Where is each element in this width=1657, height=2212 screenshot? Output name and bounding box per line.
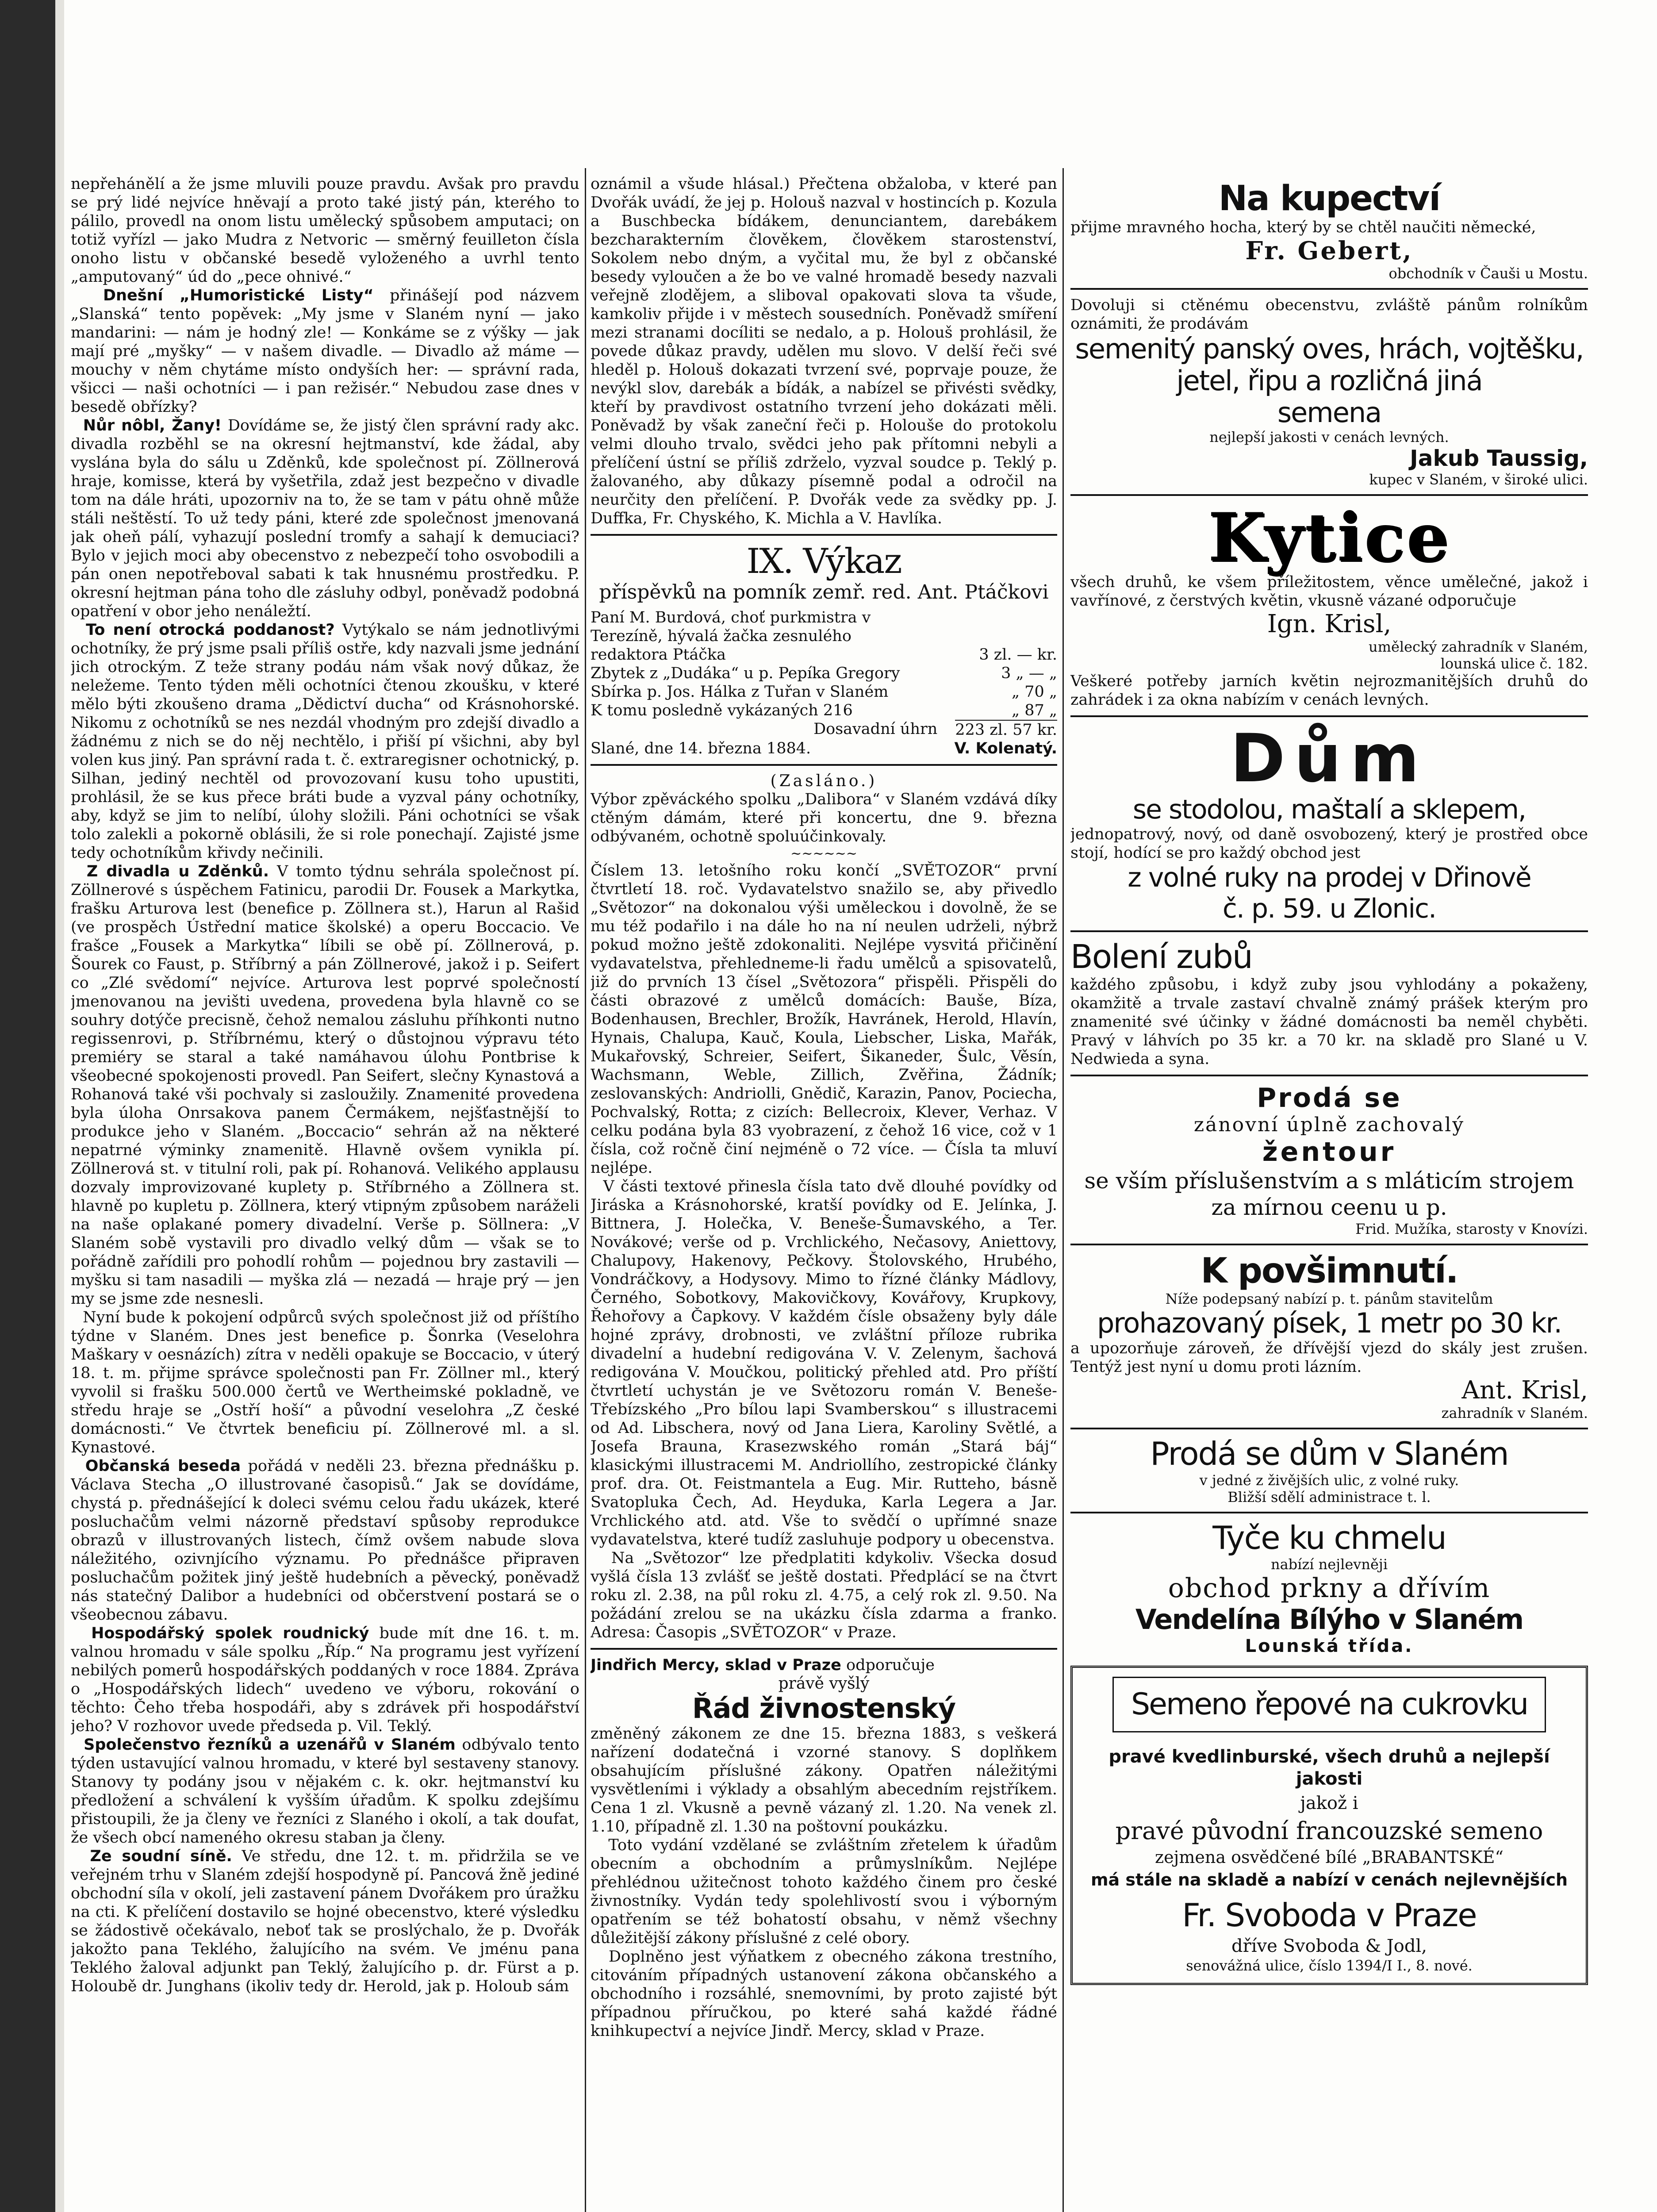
ad-teeth-text: každého způsobu, i když zuby jsou vyhlodány a pokaženy, okamžitě a trvale zastaví chvalně známý prášek kterým pro znamenité své účinky v žádné domácnosti ba neměl chyběti. Pravý v láhvích po 35 kr. a 70 kr. na skladě pro Slané u V. Nedwieda a syna. [1070, 976, 1588, 1068]
ad-dum-subtitle: se stodolou, maštalí a sklepem, [1132, 794, 1526, 825]
divider [591, 764, 1057, 766]
ad-svoboda-name: Fr. Svoboda v Praze [1182, 1897, 1477, 1934]
article-paragraph: Nyní bude k pokojení odpůrců svých společnost již od příštího týdne v Slaném. Dnes jest benefice p. Šonrka (Veselohra Maškary v oesnázích) zítra v neděli opakuje se Boccacio, v úterý 18. t. m. přijme správce společnosti pan Fr. Zöllner ml., který vyvolil si frašku 500.000 čertů ve Wertheimské pokladně, ve středu hraje se „Ostří hoší“ a původní veselohra „Z české domácnosti.“ Ve čtvrtek beneficiu pí. Zöllnerové ml. a sl. Kynastové. [71, 1309, 579, 1456]
ad-zentour-seller: Frid. Mužíka, starosty v Knovízi. [1355, 1221, 1588, 1237]
donation-title: IX. Výkaz [746, 541, 901, 581]
article-paragraph: Nůr nôbl, Žany! Dovídáme se, že jistý člen správní rady akc. divadla rozběhl se na okresní hejtmanství, kde žádal, aby vyslána byla do sálu u Zděnků, kde společnost pí. Zöllnerová hraje, komisse, která by vyšetřila, zdaž jest bezpečno v divadle tom na dále hráti, upozorniv na to, že se tam v pátu ohně může stáli neštěstí. To už tedy páni, které zde společnost jmenovaná jak oheň pálí, vyhazují poslední tromfy a sahají k demuciaci? Bylo v jejich moci aby obecenstvo z nebezpečí toho osvobodili a pán onen nepotřeboval sabati k tak hnusnému prostředku. P. okresní hejtman pána toho dle zásluhy odbyl, poněvadž podobná opatření v obor jeho nenáležtí. [71, 417, 579, 620]
ad-krisl-address-1: umělecký zahradník v Slaném, [1369, 638, 1588, 655]
article-paragraph: Společenstvo řezníků a uzenářů v Slaném odbývalo tento týden ustavující valnou hromadu, v které byl sestaveny stanovy. Stanovy ty podány jsou v nějakém c. k. okr. hejtmanství ku předložení a schválení k vyšším úřadům. K spolku zdejšímu přistoupili, že ja členy ve řezníci z Slaného i okolí, a tak doufat, že všech obcí nameného okresu staban ja členy. [71, 1736, 579, 1847]
mercy-ad-header: Jindřich Mercy, sklad v Praze odporučuje [591, 1656, 935, 1674]
ad-dum-title: Dům [1230, 720, 1428, 797]
ad-semeno-box [1070, 1666, 1588, 1985]
donation-amount: „ 70 „ [1011, 683, 1057, 701]
ad-taussig-semena: semena [1277, 396, 1381, 429]
article-paragraph: Dnešní „Humoristické Listy“ přinášejí pod názvem „Slanská“ tento popěvek: „My jsme v Slaném nyní — jako mandarini: — nám je hodný zle! — Konkáme se z výšky — jak mají pré „myšky“ — v našem divadle. — Divadlo až máme — mouchy v něm chytáme místo ondyších her: — správní rada, všicci — naši ochotníci — i pan režisér.“ Nebudou zase dnes v besedě obřízky? [71, 287, 579, 416]
ad-taussig-goods: semenitý panský oves, hrách, vojtěšku, jetel, řipu a rozličná jiná [1075, 333, 1584, 397]
ad-chmel-address: Lounská třída. [1245, 1636, 1414, 1656]
dalibor-notice: Výbor zpěváckého spolku „Dalibora“ v Slaném vzdává díky ctěným dámám, které při koncertu, dne 9. března odbývaném, ochotně spoluúčinkovaly. [591, 791, 1057, 845]
ad-chmel-sub: nabízí nejlevněji [1270, 1556, 1388, 1573]
donation-amount: 3 „ — „ [1001, 664, 1057, 682]
ad-chmel-title: Tyče ku chmelu [1212, 1519, 1446, 1556]
ad-svoboda-sub: dříve Svoboda & Jodl, [1231, 1936, 1427, 1956]
ornament: ~~~~~~ [790, 846, 857, 861]
ad-semeno-4: zejmena osvědčené bílé „BRABANTSKÉ“ [1155, 1847, 1504, 1867]
column-middle [591, 175, 1057, 2212]
mercy-ad-text-2: Toto vydání vzdělané se zvláštním zřetelem k úřadům obecním a obchodním a průmyslníkům. Nejlépe přehlédnou užitečnost tohoto každého činem pro české živnostníky. Vydán tedy spolehlivostí svou i výborným opatřením se též bohatostí obsahu, v němž všechny důležitější zákony příslušné z celé obory. [591, 1836, 1057, 1947]
ad-kytice-text: všech druhů, ke všem příležitostem, věnce umělečné, jakož i vavřínové, z čerstvých květin, vkusně vázané odporučuje [1070, 573, 1588, 610]
donation-label: Sbírka p. Jos. Hálka z Tuřan v Slaném [591, 683, 889, 701]
ad-zentour-subtitle: zánovní úplně zachovalý [1193, 1114, 1465, 1136]
ad-teeth-title: Bolení zubů [1070, 938, 1252, 976]
ad-teeth [1070, 938, 1588, 975]
article-paragraph: Z divadla u Zděnků. V tomto týdnu sehrála společnost pí. Zöllnerové s úspěchem Fatinicu, parodii Dr. Fousek a Markytka, frašku Arturova lest (benefice p. Zöllnera st.), Harun al Rašid (ve prospěch Ústřední matice školské) a operu Boccacio. Ve frašce „Fousek a Markytka“ líbili se obě pí. Zöllnerová, p. Šourek co Faust, p. Stříbrný a pán Zöllnerové, jakož i p. Seifert co „Zlé svědomí“ nejvíce. Arturova lest poprvé společností jmenovanou na jevišti uvedena, provedena byla hlavně co se souhry dotýče precisně, čehož nemalou zásluhu příhkonti nutno regissenrovi, p. Stříbrnému, který o důstojnou výpravu této premiéry se staral a také namáhavou úlohu Pontbrise k všeobecné spokojenosti provedl. Pan Seifert, slečny Kynastová a Rohanová také vši pochvaly si zasloužily. Znamenité provedena byla úloha Onrsakova panem Čermákem, nejšťastnější to produkce jeho v Slaném. „Boccacio“ sehrán až na některé nepatrné výminky znamenitě. Hlavně ovšem vynikla pí. Zöllnerová st. v titulní roli, pak pí. Rohanová. Velikého applausu dozvaly improvizované kuplety p. Stříbrného a Zöllnera st. hlavně po kupletu p. Zöllnera, který vtipným způsobem naráželi na naše oplakané pomery divadelní. Verše p. Söllnera: „V Slaném sobě vystavili pro divadlo velký dům — však se to pořádně zařídili pro pohodlí rohům — pojednou bry zastavili — myšku si tam nasadili — myška zlá — nezadá — hraje prý — jen my se jsme zde nesnesli. [71, 863, 579, 1308]
article-paragraph: To není otrocká poddanost? Vytýkalo se nám jednotlivými ochotníky, že prý jsme psali příliš ostře, kdy nazvali jsme jednání jich otrockým. Z teže strany podáu nám však nový důkaz, že neležeme. Tento týden měli ochotníci čtenou zkoušku, v které mělo býti zkoušeno drama „Dědictví ducha“ od Krásnohorské. Nikomu z ochotníků se nes nezdál vhodným pro zdejší divadlo a žádnému z nich se do něj nechtělo, i přiší pí všichni, aby byl volen kus jiný. Pan správní rada t. č. extraregisner ochotnický, p. Silhan, jediný nechtěl od provozovaní kusu toho upustiti, prohlásil, že se kus přece bráti bude a vyzval pány ochotníky, aby, když se jim to nelíbí, úlohy složili. Páni ochotníci se však tolo zalekli a pokorně oblásili, že si role ponechají. Zajisté jsme tedy ochotníkům křivdy nečinili. [71, 621, 579, 862]
ad-povsim-offer: prohazovaný písek, 1 metr po 30 kr. [1097, 1307, 1562, 1339]
column-right-ads [1070, 175, 1588, 2212]
ad-chmel-text: obchod prkny a dřívím [1168, 1573, 1491, 1604]
ad-gebert-name: Fr. Gebert, [1245, 236, 1413, 265]
ad-krisl-text: Veškeré potřeby jarních květin nejrozmanitějších druhů do zahrádek i za okna nabízím v cenách levných. [1070, 672, 1588, 709]
divider [591, 1648, 1057, 1650]
ad-kytice-title: Kytice [1208, 499, 1450, 576]
ad-chmel-name: Vendelína Bílýho v Slaném [1135, 1603, 1523, 1636]
ad-dum-address: č. p. 59. u Zlonic. [1222, 893, 1436, 924]
column-left [71, 175, 579, 2212]
ad-gebert-address: obchodník v Čauši u Mostu. [1389, 265, 1588, 282]
ad-semeno-1: pravé kvedlinburské, všech druhů a nejlepší jakosti [1109, 1747, 1550, 1789]
mercy-ad-text: změněný zákonem ze dne 15. března 1883, s veškerá nařízení dodatečná i vzorné stanovy. S doplňkem obsahujícím příslušné zákony. Opatřen náležitými vysvětleními i výklady a obsahlým abecedním rejstříkem. Cena 1 zl. Vkusně a pevně vázaný zl. 1.20. Na venek zl. 1.10, případně zl. 1.30 na poštovní poukázku. [591, 1725, 1057, 1836]
ad-krisl-address-2: lounská ulice č. 182. [1440, 655, 1588, 672]
donation-amount: „ 87 „ [1011, 702, 1057, 719]
divider [1070, 1075, 1588, 1076]
ad-semeno-3: pravé původní francouzské semeno [1115, 1817, 1543, 1845]
donation-place-date: Slané, dne 14. března 1884. [591, 740, 811, 757]
scan-margin-light [55, 0, 64, 2212]
ad-dum2-text: v jedné z živějších ulic, z volné ruky. [1199, 1472, 1459, 1489]
divider [1070, 288, 1588, 290]
mercy-ad-subhead: právě vyšlý [778, 1674, 870, 1693]
mercy-ad-text-3: Doplněno jest výňatkem z obecného zákona trestního, citováním případných ustanovení zákona občanského a obchodního i rozsáhlé, snemovními, by proto zajisté být případnou příručkou, po které sahá každé řádné knihkupectví a nejvíce Jindř. Mercy, sklad v Praze. [591, 1948, 1057, 2040]
donation-total: 223 zl. 57 kr. [955, 720, 1057, 739]
ad-dum2-text-2: Bližší sdělí administrace t. l. [1227, 1489, 1431, 1505]
ad-povsim-text: Níže podepsaný nabízí p. t. pánům stavitelům [1165, 1290, 1493, 1307]
divider [1070, 1512, 1588, 1513]
article-paragraph: Hospodářský spolek roudnický bude mít dne 16. t. m. valnou hromadu v sále spolku „Říp.“ Na programu jest vyřízení nebilých pomerů hospodářských poddaných v roce 1884. Zpráva o „Hospodářských lidech“ uvedeno ve výboru, rokování o těchto: Čeho třeba hospodáři, aby s zdrávek při hospodářství jeho? V rozhovor uvede předseda p. Vil. Teklý. [71, 1624, 579, 1735]
article-paragraph: Ze soudní síně. Ve středu, dne 12. t. m. přidržila se ve veřejném trhu v Slaném zdejší hospodyně pí. Pancová žně jediné obchodní síla v okolí, jeli zastavení pánem Dvořákem pro úražku na cti. K přelíčení dostavilo se hojné obecenstvo, které výsledku se žádostivě očekávalo, neboť tak se proslýchalo, že p. Dvořák jakožto pana Teklého, žalujícího na svém. Ve jménu pana Teklého žaloval adjunkt pan Teklý, žalujícího p. dr. Fürst a p. Holoubě dr. Junghans (ikoliv tedy dr. Herold, jak p. Holoub sám [71, 1847, 579, 1995]
mercy-ad-title: Řád živnostenský [692, 1692, 956, 1724]
donation-label: K tomu posledně vykázaných 216 [591, 702, 853, 719]
ad-semeno-title: Semeno řepové na cukrovku [1112, 1677, 1546, 1732]
divider [1070, 715, 1588, 717]
ad-semeno-2: jakož i [1300, 1793, 1358, 1813]
ad-dum-sale: z volné ruky na prodej v Dřinově [1128, 862, 1531, 893]
ad-antkrisl-sub: zahradník v Slaném. [1441, 1405, 1588, 1421]
ad-zentour-title: Prodá se [1257, 1083, 1402, 1114]
ad-dum2-title: Prodá se dům v Slaném [1150, 1435, 1508, 1472]
ad-krisl-name: Ign. Krisl, [1267, 610, 1392, 638]
ad-zentour-text: se vším příslušenstvím a s mláticím strojem za mírnou ceenu u p. [1084, 1168, 1574, 1220]
ad-povsim-text-2: a upozorňuje zároveň, že dřívější vjezd do skály jest zrušen. Tentýž jest nyní u domu proti lázním. [1070, 1340, 1588, 1376]
divider [1070, 1428, 1588, 1429]
ad-taussig-address: kupec v Slaném, v široké ulici. [1369, 471, 1588, 488]
donation-subtitle: příspěvků na pomník zemř. red. Ant. Ptáčkovi [599, 581, 1049, 603]
ad-povsim-title: K povšimnutí. [1201, 1251, 1458, 1291]
donation-amount: 3 zl. — kr. [979, 646, 1057, 664]
ad-taussig-quality: nejlepší jakosti v cenách levných. [1209, 429, 1449, 445]
divider [1070, 930, 1588, 932]
ad-kupectvi-title: Na kupectví [1218, 179, 1440, 219]
zaslano-label: (Zasláno.) [770, 772, 878, 790]
column-rule [585, 168, 586, 2212]
donation-signer: V. Kolenatý. [954, 740, 1057, 757]
article-paragraph: Občanská beseda pořádá v neděli 23. března přednášku p. Václava Stecha „O illustrované časopisů.“ Jak se dovídáme, chystá p. přednášející k doleci svému celou řadu ukázek, které posluchačům velmi názorně představí spůsoby reprodukce obrazů v illustrovaných listech, čímž ovšem nabude slova náležitého, ozivnjícího významu. Po přednášce připraven posluchačům požitek jiný ještě hudebních a pěvecký, poněvadž nás statečný Dalibor a hudebníci od občerstvení postará se o všeobecnou zábavu. [71, 1457, 579, 1624]
svetozor-notice-2: V části textové přinesla čísla tato dvě dlouhé povídky od Jiráska a Krásnohorské, kratší povídky od E. Jelínka, J. Bittnera, J. Holečka, V. Beneše-Šumavského, a Ter. Novákové; verše od p. Vrchlického, Nečasovy, Aniettovy, Chalupovy, Hakenovy, Pečkovy. Štolovského, Hrubého, Vondráčkovy, a Hodysovy. Mimo to řízné články Mádlovy, Černého, Sobotkovy, Makovičkovy, Kovářovy, Krupkovy, Řehořovy a Čapkovy. V každém čísle obsaženy byly dále hojné zprávy, drobnosti, ve zvláštní příloze rubrika divadelní a hudební redigována V. V. Zelenym, šachová redigována V. Moučkou, politický přehled atd. Pro příští čtvrtletí uchystán je ve Světozoru román V. Beneše-Třebízského „Pro bílou lapi Svamberskou“ s illustracemi od Ad. Libschera, nový od Jana Liera, Karoliny Světlé, a Josefa Brauna, Krasezwského román „Stará báj“ klasickými illustracemi M. Andriollího, zestropické články prof. dra. Ot. Feistmantela a Eug. Mir. Rutteho, básně Svatopluka Čech, Ad. Heyduka, Karla Legera a Jar. Vrchlického atd. atd. Vše to svědčí o upřímné snaze vydavatelstva, které tudíž zasluhuje podpory u obecenstva. [591, 1178, 1057, 1548]
column-rule [1062, 168, 1064, 2212]
ad-kupectvi-text: přijme mravného hocha, který by se chtěl naučiti německé, [1070, 219, 1536, 236]
ad-dum-text: jednopatrový, nový, od daně osvobozený, který je prostřed obce stojí, hodící se pro každý obchod jest [1070, 826, 1588, 862]
divider [1070, 1244, 1588, 1245]
article-paragraph: nepřehánělí a že jsme mluvili pouze pravdu. Avšak pro pravdu se prý lidé nejvíce hněvají a proto také jistý pán, kterého to pálilo, provedl na onom listu umělecký spůsobem amputaci; on totiž vyřízl — jako Mudra z Netvoric — směrný feuilleton čísla onoho listu v občanské besedě vyloženého a uvrhl tento „amputovaný“ úd do „pece ohnivé.“ [71, 175, 579, 286]
ad-svoboda-address: senovážná ulice, číslo 1394/I I., 8. nové. [1186, 1957, 1473, 1974]
donation-donor: Paní M. Burdová, choť purkmistra v Terezíně, hývalá žačka zesnulého redaktora Ptáčka [591, 609, 871, 664]
court-report-continued: oznámil a všude hlásal.) Přečtena obžaloba, v které pan Dvořák uvádí, že jej p. Holouš nazval v hostincích p. Kozula a Buschbecka bídákem, denunciantem, darebákem bezcharakterním člověkem, člověkem starostenství, Sokolem nebo dným, a vyčital mu, že byl z občanské besedy vyloučen a že bo ve valné hromadě besedy nazvali veřejně zlodějem, a sliboval opakovati slova ta všude, kamkoliv přijde i v městech sousedních. Poněvadž smíření mezi stranami docíliti se nedalo, a p. Holouš prohlásil, že povede důkaz pravdy, udělen mu slovo. V delší řeči své hleděl p. Holouš dokazati tvrzení své, poprvaje pouze, že nevýkl slov, darebák a bídák, a nabízel se přivésti svědky, kteří by pravdivost ostatního tvrzení jeho dokázati měli. Poněvadž by však zaneční řeči p. Holouše do protokolu velmi dlouho trvalo, svědci jeho pak přítomni nebyli a přelíčení ústní se příliš zdrželo, vyzval soudce p. Teklý p. žalovaného, aby důkazy písemně podal a odročil na neurčity den přelíčení. P. Dvořák vede za svědky pp. J. Duffka, Fr. Chyského, K. Michla a V. Havlíka. [591, 175, 1057, 527]
ad-semeno-5: má stále na skladě a nabízí v cenách nejlevnějších [1090, 1870, 1568, 1889]
donation-label: Zbytek z „Dudáka“ u p. Pepíka Gregory [591, 664, 900, 682]
ad-antkrisl-name: Ant. Krisl, [1461, 1376, 1588, 1405]
svetozor-notice-3: Na „Světozor“ lze předplatiti kdykoliv. Všecka dosud vyšlá čísla 13 zvlášť se ještě dostati. Předplácí se na čtvrt roku zl. 2.38, na půl roku zl. 4.75, a celý rok zl. 9.50. Na požádání zrelou se na ukázku čísla zdarma a franko. Adresa: Časopis „SVĚTOZOR“ v Praze. [591, 1549, 1057, 1641]
donation-list [591, 542, 1057, 758]
svetozor-notice: Číslem 13. letošního roku končí „SVĚTOZOR“ první čtvrtletí 18. roč. Vydavatelstvo snažilo se, aby přivedlo „Světozor“ na dokonalou výši uměleckou i dovolně, že se mu též podařilo i na dále ho na ní neulen udrželi, nýbrž pokud možno ještě zdokonaliti. Nejlépe vysvitá přičinění vydavatelstva, přehledneme-li řadu umělců a spisovatelů, již do prvních 13 čísel „Světozora“ přispěli. Přispěli do části obrazové z umělců domácích: Bauše, Bíza, Bodenhausen, Brechler, Brožík, Havránek, Herold, Hlavín, Hynais, Chalupa, Kauč, Koula, Liebscher, Liska, Mařák, Mukařovský, Schreier, Seifert, Šikaneder, Šulc, Věsín, Wachsmann, Weble, Zillich, Zvěřina, Žádník; zeslovanských: Andriolli, Gnědič, Karazin, Panov, Pociecha, Pochvalský, Rotta; z cizích: Bellecroix, Klever, Verhaz. V celku podána byla 83 vyobrazení, z čehož 16 vice, což v 1 čísla, což ročně činí nejméně o 72 více. — Čísla ta mluví nejlépe. [591, 862, 1057, 1177]
donation-total-label: Dosavadní úhrn [813, 720, 938, 738]
ad-taussig-intro: Dovoluji si ctěnému obecenstvu, zvláště pánům rolníkům oznámiti, že prodávám [1070, 296, 1588, 333]
ad-taussig-name: Jakub Taussig, [1410, 445, 1588, 471]
ad-zentour-item: žentour [1262, 1137, 1396, 1167]
scan-margin-dark [0, 0, 55, 2212]
divider [591, 534, 1057, 536]
divider [1070, 494, 1588, 496]
